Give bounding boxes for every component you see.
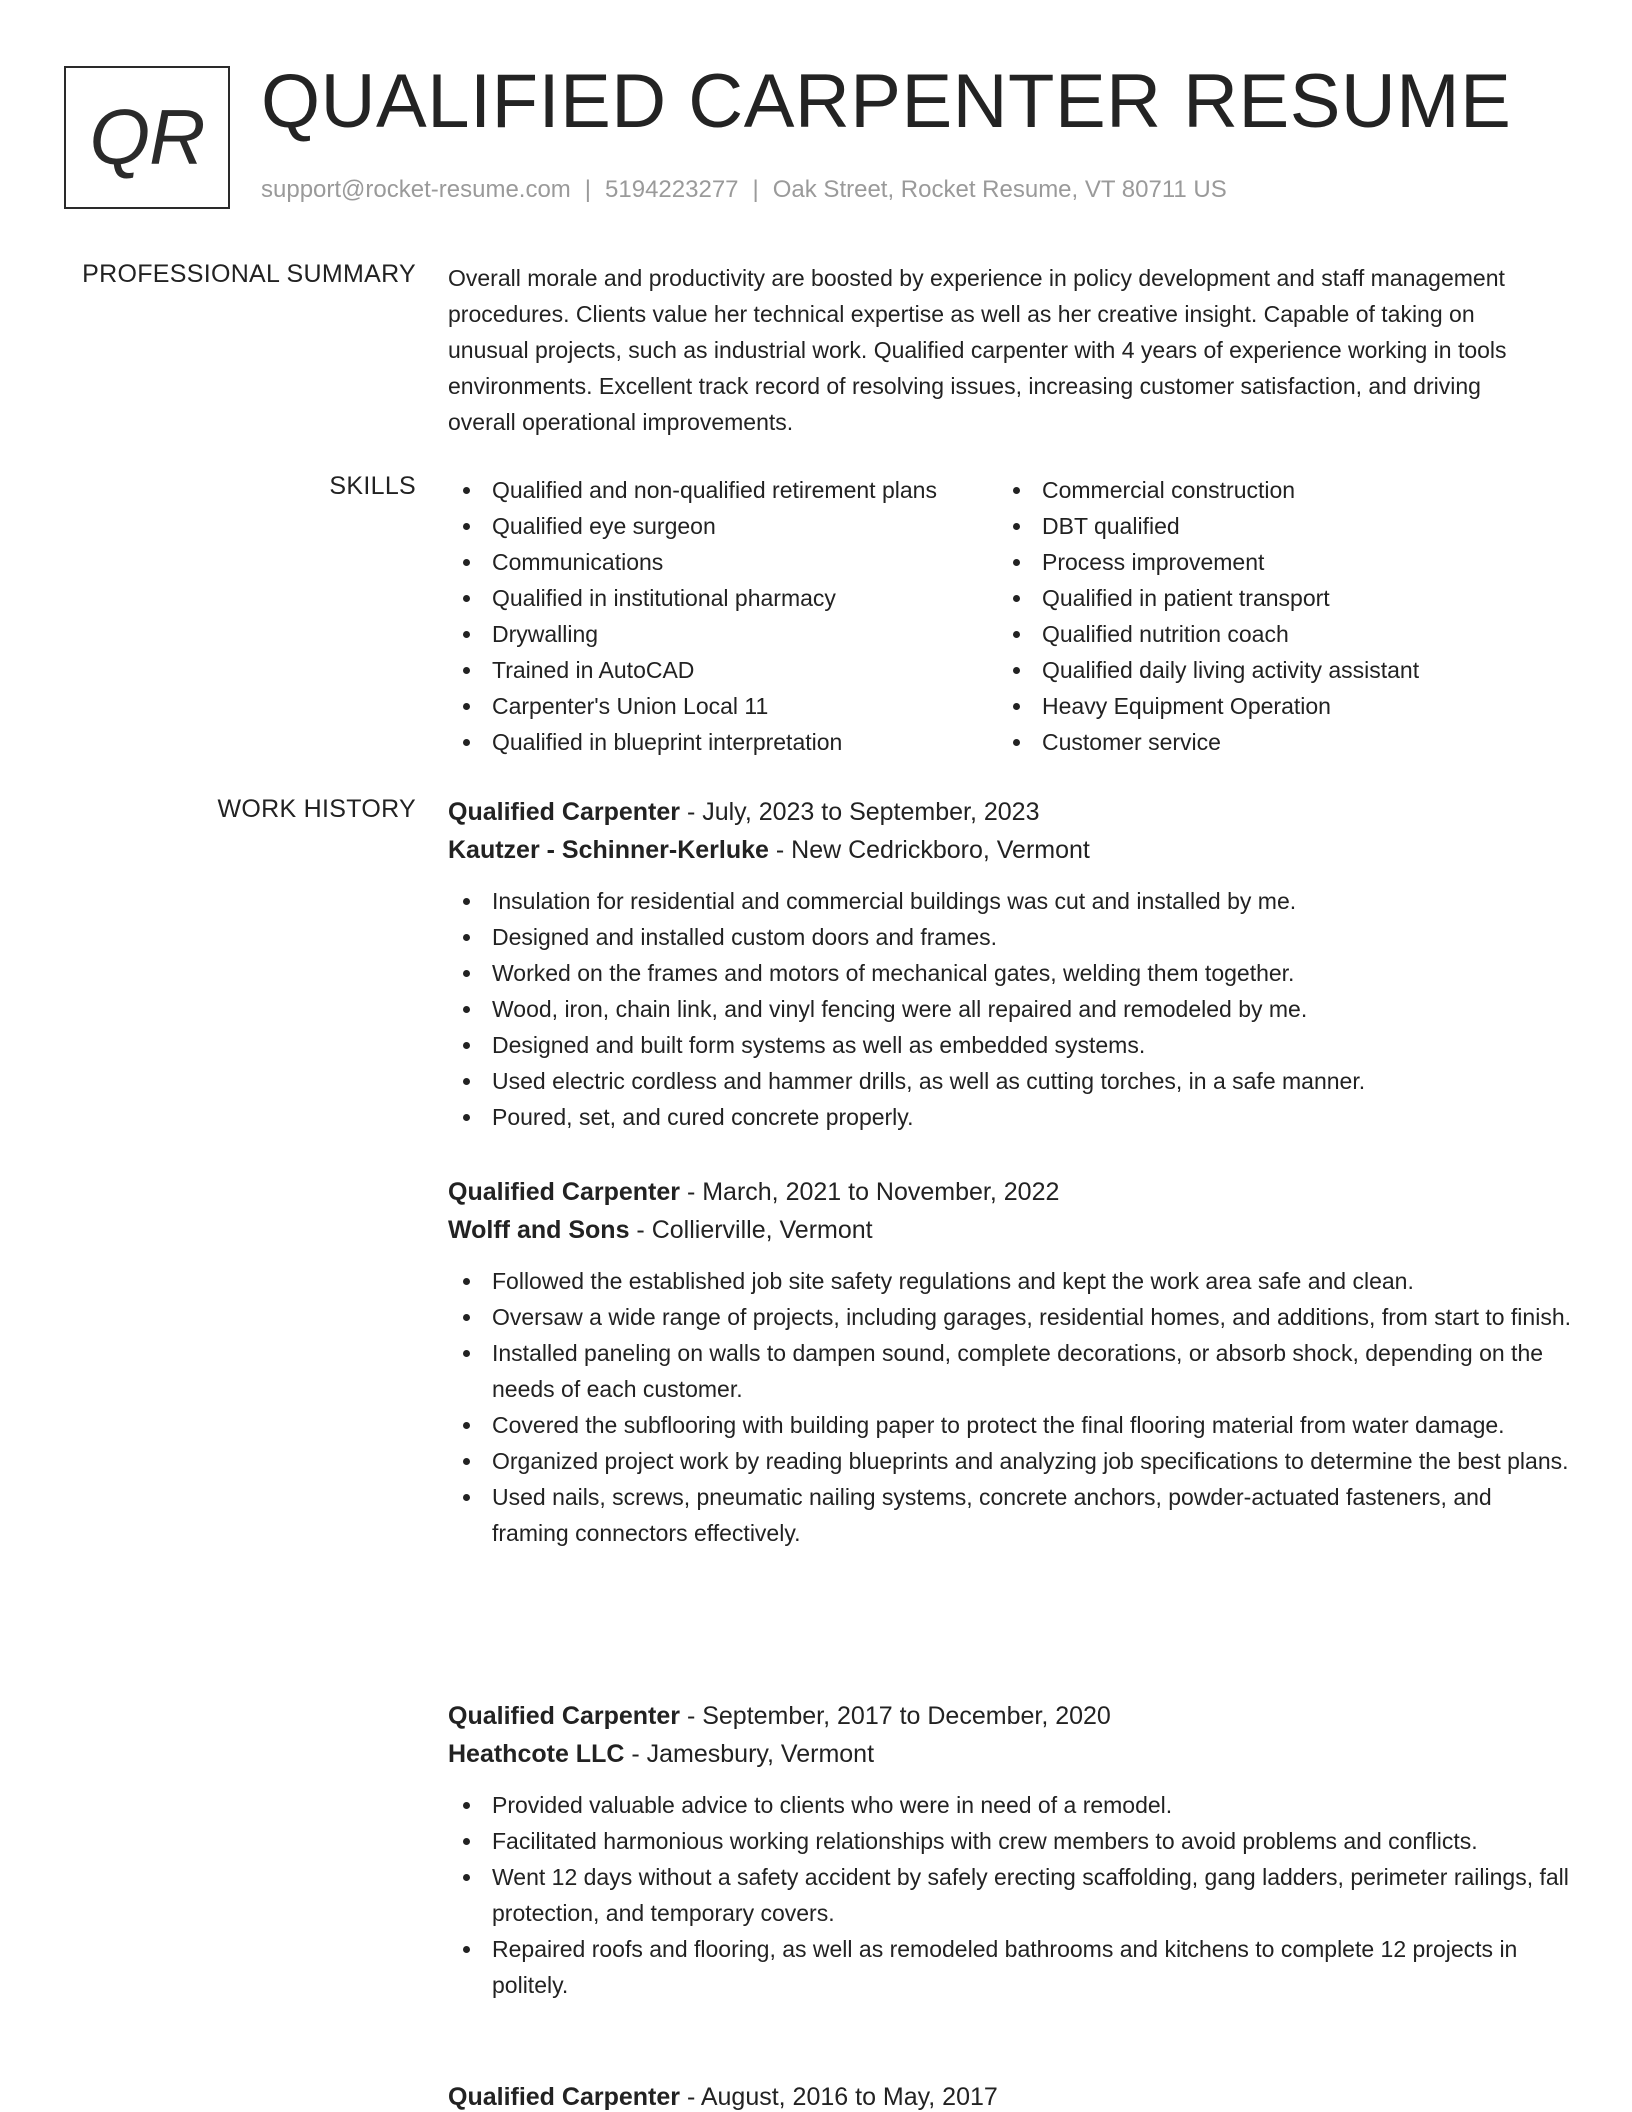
job-bullet: Provided valuable advice to clients who were in need of a remodel. xyxy=(448,1787,1573,1823)
contact-email[interactable]: support@rocket-resume.com xyxy=(261,176,571,203)
job-company-line xyxy=(448,831,1573,869)
job-bullet: Designed and built form systems as well as embedded systems. xyxy=(448,1027,1573,1063)
job-bullet: Followed the established job site safety regulations and kept the work area safe and clean. xyxy=(448,1263,1573,1299)
job-company: Kautzer - Schinner-Kerluke xyxy=(448,836,769,864)
section-label-summary: PROFESSIONAL SUMMARY xyxy=(82,260,416,288)
skill-item: Customer service xyxy=(998,724,1548,760)
job-dates: - September, 2017 to December, 2020 xyxy=(680,1702,1111,1730)
contact-phone[interactable]: 5194223277 xyxy=(605,176,739,203)
job-entry xyxy=(448,1697,1573,2003)
job-bullet: Used electric cordless and hammer drills, as well as cutting torches, in a safe manner. xyxy=(448,1063,1573,1099)
section-label-work-history: WORK HISTORY xyxy=(217,795,416,823)
job-dates: - July, 2023 to September, 2023 xyxy=(680,798,1040,826)
skill-item: DBT qualified xyxy=(998,508,1548,544)
job-title-line xyxy=(448,1173,1573,1211)
skill-item: Drywalling xyxy=(448,616,998,652)
job-bullet: Covered the subflooring with building paper to protect the final flooring material from water damage. xyxy=(448,1407,1573,1443)
job-entry xyxy=(448,793,1573,1135)
job-bullet: Used nails, screws, pneumatic nailing systems, concrete anchors, powder-actuated fasteners, and framing connectors effectively. xyxy=(448,1479,1573,1551)
contact-separator: | xyxy=(584,176,592,203)
job-company: Heathcote LLC xyxy=(448,1740,625,1768)
job-title: Qualified Carpenter xyxy=(448,1702,680,1730)
skill-item: Qualified eye surgeon xyxy=(448,508,998,544)
skill-item: Heavy Equipment Operation xyxy=(998,688,1548,724)
skill-item: Qualified and non-qualified retirement plans xyxy=(448,472,998,508)
job-entry xyxy=(448,2078,1573,2112)
job-bullet: Poured, set, and cured concrete properly. xyxy=(448,1099,1573,1135)
job-dates: - March, 2021 to November, 2022 xyxy=(680,1178,1060,1206)
job-dates: - August, 2016 to May, 2017 xyxy=(680,2083,998,2111)
job-bullets xyxy=(448,883,1573,1135)
job-bullet: Oversaw a wide range of projects, including garages, residential homes, and additions, from start to finish. xyxy=(448,1299,1573,1335)
job-location: - Collierville, Vermont xyxy=(629,1216,873,1244)
job-title-line xyxy=(448,793,1573,831)
job-bullet: Organized project work by reading blueprints and analyzing job specifications to determine the best plans. xyxy=(448,1443,1573,1479)
resume-title: QUALIFIED CARPENTER RESUME xyxy=(261,59,1512,144)
skills-list-left xyxy=(448,472,998,760)
job-company-line xyxy=(448,1735,1573,1773)
job-title: Qualified Carpenter xyxy=(448,2083,680,2111)
skill-item: Commercial construction xyxy=(998,472,1548,508)
job-title-line xyxy=(448,1697,1573,1735)
job-title-line xyxy=(448,2078,1573,2112)
job-bullets xyxy=(448,1263,1573,1551)
job-title: Qualified Carpenter xyxy=(448,798,680,826)
skills-section xyxy=(448,472,1573,760)
skill-item: Qualified nutrition coach xyxy=(998,616,1548,652)
skill-item: Qualified daily living activity assistant xyxy=(998,652,1548,688)
skills-list-right xyxy=(998,472,1548,760)
skill-item: Process improvement xyxy=(998,544,1548,580)
summary-text: Overall morale and productivity are boosted by experience in policy development and staff management procedures. Clients value her technical expertise as well as her creative insight. Capable of taking on unusual projects, such as industrial work. Qualified carpenter with 4 years of experience working in tools environments. Excellent track record of resolving issues, increasing customer satisfaction, and driving overall operational improvements. xyxy=(448,265,1507,435)
contact-separator: | xyxy=(752,176,759,203)
job-title: Qualified Carpenter xyxy=(448,1178,680,1206)
job-bullet: Facilitated harmonious working relationships with crew members to avoid problems and conflicts. xyxy=(448,1823,1573,1859)
job-bullet: Went 12 days without a safety accident by safely erecting scaffolding, gang ladders, perimeter railings, fall protection, and temporary covers. xyxy=(448,1859,1573,1931)
skill-item: Communications xyxy=(448,544,998,580)
job-bullet: Insulation for residential and commercial buildings was cut and installed by me. xyxy=(448,883,1573,919)
job-bullet: Wood, iron, chain link, and vinyl fencing were all repaired and remodeled by me. xyxy=(448,991,1573,1027)
monogram-logo: QR xyxy=(64,66,230,209)
job-bullets xyxy=(448,1787,1573,2003)
job-company: Wolff and Sons xyxy=(448,1216,630,1244)
skill-item: Qualified in blueprint interpretation xyxy=(448,724,998,760)
job-location: - Jamesbury, Vermont xyxy=(624,1740,875,1768)
job-bullet: Designed and installed custom doors and frames. xyxy=(448,919,1573,955)
skill-item: Carpenter's Union Local 11 xyxy=(448,688,998,724)
job-bullet: Installed paneling on walls to dampen sound, complete decorations, or absorb shock, depending on the needs of each customer. xyxy=(448,1335,1573,1407)
contact-line xyxy=(261,176,1227,204)
job-entry xyxy=(448,1173,1573,1551)
job-company-line xyxy=(448,1211,1573,1249)
section-label-skills: SKILLS xyxy=(329,472,416,500)
job-bullet: Worked on the frames and motors of mechanical gates, welding them together. xyxy=(448,955,1573,991)
job-bullet: Repaired roofs and flooring, as well as remodeled bathrooms and kitchens to complete 12 projects in politely. xyxy=(448,1931,1573,2003)
skill-item: Qualified in patient transport xyxy=(998,580,1548,616)
skill-item: Trained in AutoCAD xyxy=(448,652,998,688)
job-location: - New Cedrickboro, Vermont xyxy=(768,836,1090,864)
skill-item: Qualified in institutional pharmacy xyxy=(448,580,998,616)
contact-address: Oak Street, Rocket Resume, VT 80711 US xyxy=(772,176,1227,203)
